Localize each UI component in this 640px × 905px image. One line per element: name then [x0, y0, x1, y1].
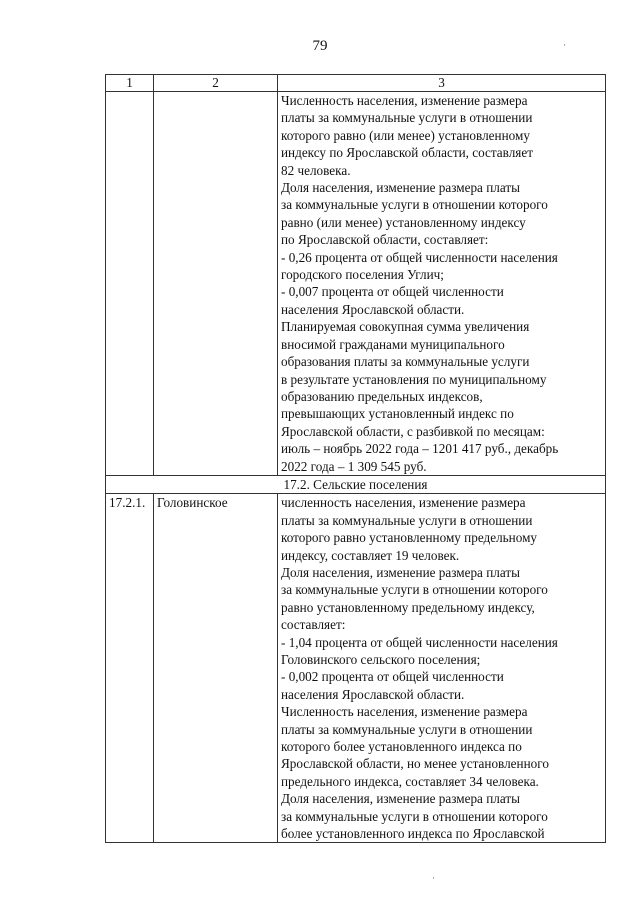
paragraph: - 0,26 процента от общей численности населения городского поселения Углич;: [281, 249, 558, 283]
row-number-cell: [106, 92, 154, 476]
scan-speck: ·: [563, 40, 566, 50]
paragraph: - 0,002 процента от общей численности населения Ярославской области.: [281, 669, 504, 702]
column-header-3: 3: [278, 75, 606, 92]
scan-speck: ·: [432, 873, 435, 883]
paragraph: численность населения, изменение размера платы за коммунальные услуги в отношении которого равно установленному предельному индексу, составляет 19 человек.: [281, 495, 538, 563]
table-row-golovinskoe: [106, 494, 606, 843]
paragraph: Численность населения, изменение размера платы за коммунальные услуги в отношении которого равно (или менее) установленному индексу по Ярославской области, составляет 82 человека.: [281, 93, 533, 178]
paragraph: Численность населения, изменение размера платы за коммунальные услуги в отношении которого более установленного индекса по Ярославской области, но менее установленного предельного индекса, составляет 34 человека.: [281, 704, 549, 789]
table-header-row: [106, 75, 606, 92]
paragraph: Доля населения, изменение размера платы за коммунальные услуги в отношении которого равно установленному предельному индексу, составляет:: [281, 564, 548, 633]
column-header-1: 1: [106, 75, 154, 92]
row-content-cell: [278, 494, 606, 843]
row-content-cell: [278, 92, 606, 476]
section-title: 17.2. Сельские поселения: [106, 475, 606, 493]
paragraph: Доля населения, изменение размера платы за коммунальные услуги в отношении которого более установленного индекса по Ярославской: [281, 791, 548, 842]
document-table: [105, 74, 606, 843]
row-name-cell: [154, 92, 278, 476]
page-number: 79: [312, 38, 328, 54]
paragraph: - 0,007 процента от общей численности населения Ярославской области.: [281, 284, 504, 317]
paragraph: Планируемая совокупная сумма увеличения вносимой гражданами муниципального образования платы за коммунальные услуги в результате установления по муниципальному образованию предельных индексов, превышающих установленный индекс по Ярославской области, с разбивкой по месяцам: июль – ноябрь 2022 года – 1201 417 руб., декабрь 2022 года – 1 309 545 руб.: [281, 319, 559, 474]
table-row-continuation: [106, 92, 606, 476]
paragraph: Доля населения, изменение размера платы за коммунальные услуги в отношении которого равно (или менее) установленному индексу по Ярославской области, составляет:: [281, 180, 548, 248]
row-name-cell: Головинское: [154, 494, 278, 843]
paragraph: - 1,04 процента от общей численности населения Головинского сельского поселения;: [281, 634, 558, 667]
row-number-cell: 17.2.1.: [106, 494, 154, 843]
section-row: [106, 475, 606, 493]
column-header-2: 2: [154, 75, 278, 92]
